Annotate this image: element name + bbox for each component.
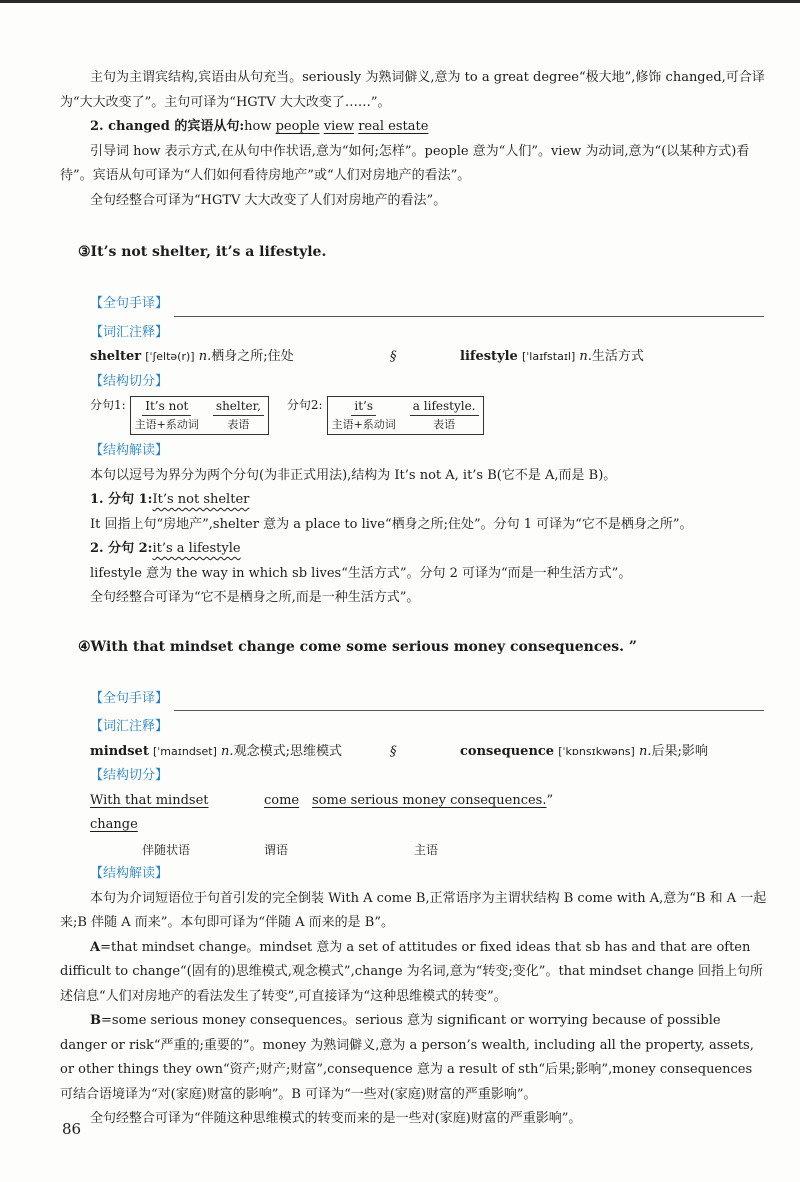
intro-paragraph-1: 主句为主谓宾结构,宾语由从句充当。seriously 为熟词僻义,意为 to a great degree“极大地”,修饰 changed,可合译为“大大改变了”。主句可译为“HGTV 大大改变了……”。: [60, 70, 765, 110]
vocab-label: 【词汇注释】: [90, 719, 169, 734]
vocab-meaning: 观念模式;思维模式: [233, 743, 342, 759]
clause-1-box: [130, 396, 269, 435]
vocab-phonetic: [ˈʃeltə(r)]: [145, 350, 195, 363]
cell-text: It’s not: [142, 398, 191, 416]
translate-label: 【全句手译】: [90, 296, 169, 311]
vocab-meaning: 栖身之所;住处: [211, 349, 294, 364]
analysis-label: 【结构解读】: [90, 443, 169, 458]
vocab-pos: n.: [221, 743, 234, 759]
struct-label: 【结构切分】: [90, 768, 169, 783]
cell-role: 表语: [433, 418, 456, 431]
top-rule: [0, 0, 800, 3]
analysis-paragraph-b: [60, 1009, 768, 1107]
vocab-word: mindset: [90, 743, 149, 759]
segment-text: With that mindset change: [90, 792, 209, 832]
clause-word: real estate: [358, 119, 429, 134]
segment-texts: [90, 789, 768, 838]
translate-label: 【全句手译】: [90, 690, 169, 706]
intro-paragraph-2: 引导词 how 表示方式,在从句中作状语,意为“如何;怎样”。people 意为“人们”。view 为动词,意为“(以某种方式)看待”。宾语从句可译为“人们如何看待房地产”或“人们对房地产的看法”。: [60, 143, 750, 183]
sentence-segmentation: [60, 789, 768, 863]
analysis-paragraph: 全句经整合可译为“它不是栖身之所,而是一种生活方式”。: [90, 590, 420, 605]
intro-paragraph-3: 全句经整合可译为“HGTV 大大改变了人们对房地产的看法”。: [90, 192, 447, 208]
clause-cell: [410, 398, 479, 433]
cell-role: 主语+系动词: [134, 418, 199, 431]
clause-boxes: [60, 396, 768, 435]
clause-word: view: [323, 119, 355, 134]
vocab-pos: n.: [579, 349, 592, 364]
page-number: 86: [62, 1120, 82, 1138]
vocab-entry: [90, 740, 390, 765]
analysis-paragraph: 本句以逗号为界分为两个分句(为非正式用法),结构为 It’s not A, it’s B(它不是 A,而是 B)。: [90, 467, 617, 483]
term-text: =that mindset change。mindset 意为 a set of attitudes or fixed ideas that sb has and that are often difficult to change“(固有的)思维模式,观念模式”,change 为名词,意为“转变;变化”。that mindset change 回指上句所述信息“人们对房地产的看法发生了转变”,可直接译为“这种思维模式的转变”。: [60, 939, 763, 1004]
closing-quote: ”: [546, 792, 554, 808]
vocab-word: lifestyle: [460, 349, 518, 364]
translation-row: [60, 287, 768, 317]
vocab-word: consequence: [460, 743, 555, 759]
segment-role: 伴随状语: [142, 842, 191, 857]
intro-heading-2-label: 2. changed 的宾语从句:: [90, 119, 245, 134]
clause-2-box: [327, 396, 484, 435]
segment-role: 主语: [414, 842, 439, 857]
cell-text: a lifestyle.: [410, 398, 479, 416]
intro-heading-2: [60, 115, 768, 140]
term-label: A: [90, 939, 101, 955]
vocab-label: 【词汇注释】: [90, 324, 169, 340]
section-4-title: ④With that mindset change come some serious money consequences. ”: [78, 638, 637, 655]
translation-blank[interactable]: [174, 300, 764, 317]
clause-word: people: [275, 119, 320, 134]
vocab-meaning: 生活方式: [591, 349, 644, 364]
page-content: [60, 66, 768, 1132]
cell-text: shelter,: [213, 398, 264, 416]
separator-icon: §: [390, 743, 397, 759]
struct-label: 【结构切分】: [90, 373, 169, 389]
clause-2-label: 分句2:: [286, 398, 323, 412]
segment-text: some serious money consequences.: [312, 792, 547, 808]
heading-text: it’s a lifestyle: [152, 541, 241, 556]
clause-cell: [213, 398, 264, 433]
vocab-meaning: 后果;影响: [651, 743, 708, 759]
vocab-row: [60, 740, 768, 765]
analysis-paragraph-a: [60, 936, 768, 1010]
cell-role: 主语+系动词: [331, 418, 396, 431]
separator-icon: §: [390, 349, 397, 364]
vocab-entry: [460, 345, 644, 370]
vocab-word: shelter: [90, 349, 142, 364]
vocab-pos: n.: [638, 743, 652, 759]
analysis-paragraph: 本句为介词短语位于句首引发的完全倒装 With A come B,正常语序为主谓状结构 B come with A,意为“B 和 A 一起来;B 伴随 A 而来”。本句即可译为“伴随 A 而来的是 B”。: [60, 890, 767, 930]
analysis-heading-2: [60, 537, 768, 562]
clause-cell: [135, 398, 199, 433]
analysis-heading-1: [60, 488, 768, 513]
segment-roles: [90, 838, 768, 863]
clause-1-label: 分句1:: [90, 398, 126, 412]
segment-role: 谓语: [264, 842, 289, 857]
translation-row: [60, 681, 768, 711]
vocab-entry: [90, 345, 390, 370]
clause-word: how: [244, 119, 272, 134]
vocab-phonetic: [ˈkɒnsɪkwəns]: [558, 744, 635, 758]
section-3-title: ③It’s not shelter, it’s a lifestyle.: [78, 244, 327, 260]
vocab-entry: [460, 740, 708, 765]
translation-blank[interactable]: [174, 694, 764, 711]
vocab-phonetic: [ˈmaɪndset]: [152, 744, 217, 758]
clause-cell: [332, 398, 396, 433]
heading-label: 2. 分句 2:: [90, 541, 153, 556]
analysis-paragraph: 全句经整合可译为“伴随这种思维模式的转变而来的是一些对(家庭)财富的严重影响”。: [90, 1111, 582, 1126]
heading-label: 1. 分句 1:: [90, 492, 153, 507]
heading-text: It’s not shelter: [152, 492, 250, 507]
analysis-paragraph: It 回指上句“房地产”,shelter 意为 a place to live“栖身之所;住处”。分句 1 可译为“它不是栖身之所”。: [90, 516, 693, 532]
vocab-pos: n.: [198, 349, 212, 364]
cell-text: it’s: [351, 398, 376, 416]
vocab-phonetic: [ˈlaɪfstaɪl]: [521, 350, 576, 363]
analysis-paragraph: lifestyle 意为 the way in which sb lives“生活方式”。分句 2 可译为“而是一种生活方式”。: [90, 565, 632, 581]
cell-role: 表语: [227, 418, 250, 431]
analysis-label: 【结构解读】: [90, 866, 169, 881]
term-text: =some serious money consequences。serious 意为 significant or worrying because of possible danger or risk“严重的;重要的”。money 为熟词僻义,意为 a person’s wealth, including all the property, assets, or other things they own“资产;财产;财富”,consequence 意为 a result of sth“后果;影响”,money consequences 可结合语境译为“对(家庭)财富的影响”。B 可译为“一些对(家庭)财富的严重影响”。: [60, 1013, 754, 1102]
term-label: B: [90, 1013, 101, 1028]
segment-text: come: [264, 792, 300, 808]
vocab-row: [60, 345, 768, 370]
